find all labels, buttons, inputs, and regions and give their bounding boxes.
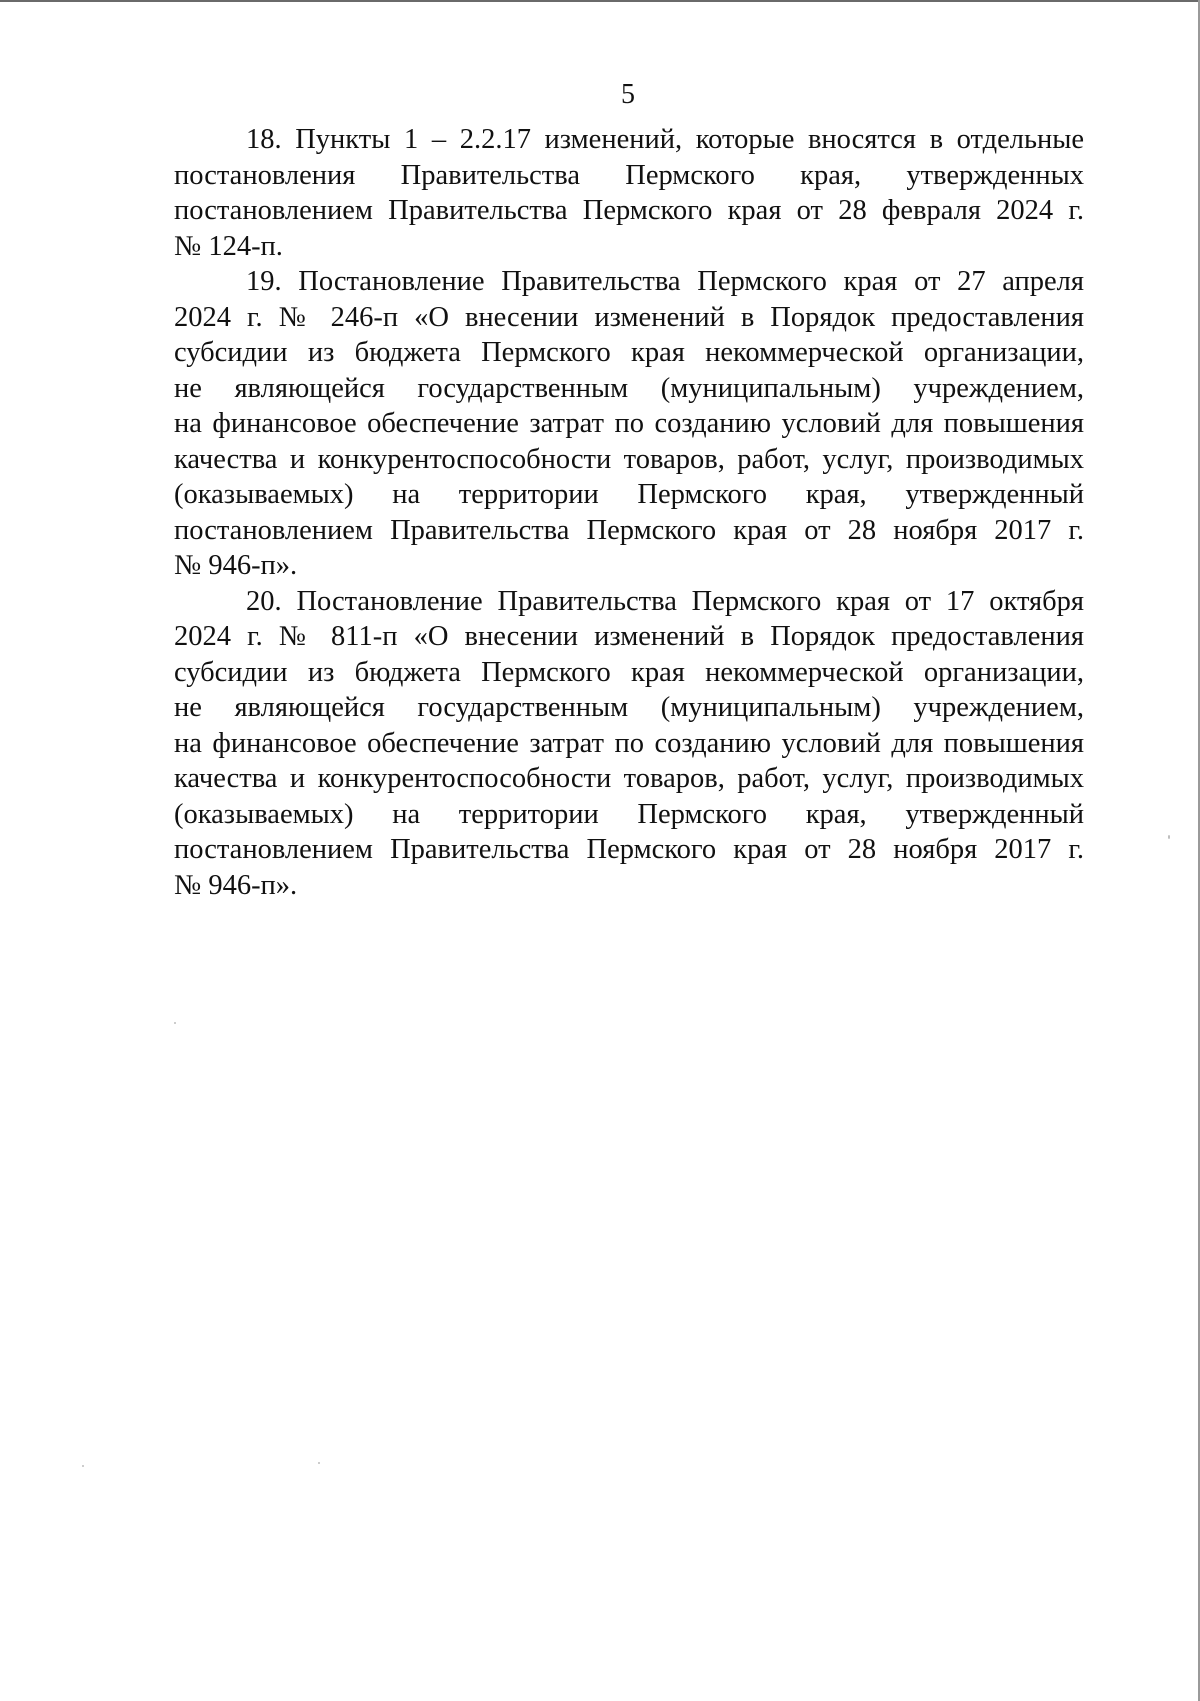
text-line: 2024 г. № 246-п «О внесении изменений в Порядок предоставления <box>174 301 1084 333</box>
text-line: № 124-п. <box>174 230 283 262</box>
text-line: не являющейся государственным (муниципальным) учреждением, <box>174 692 1084 723</box>
text-line: № 946-п». <box>174 550 298 581</box>
text-line: 19. Постановление Правительства Пермского края от 27 апреля <box>246 266 1084 297</box>
text-line: качества и конкурентоспособности товаров, работ, услуг, производимых <box>174 443 1084 475</box>
paragraph-18 <box>174 122 1084 264</box>
text-line: (оказываемых) на территории Пермского края, утвержденный <box>174 479 1084 510</box>
page-top-edge <box>0 0 1200 2</box>
scan-speck <box>1168 835 1170 839</box>
text-line: не являющейся государственным (муниципальным) учреждением, <box>174 372 1084 404</box>
text-line: субсидии из бюджета Пермского края некоммерческой организации, <box>174 337 1084 368</box>
text-line: № 946-п». <box>174 869 298 901</box>
scan-speck <box>318 1462 320 1464</box>
paragraph-20 <box>174 584 1084 904</box>
document-body <box>174 122 1084 903</box>
text-line: (оказываемых) на территории Пермского края, утвержденный <box>174 798 1084 830</box>
text-line: 20. Постановление Правительства Пермского края от 17 октября <box>246 585 1084 617</box>
paragraph-19 <box>174 264 1084 584</box>
text-line: постановлением Правительства Пермского края от 28 февраля 2024 г. <box>174 195 1084 226</box>
page-number: 5 <box>621 79 635 110</box>
text-line: качества и конкурентоспособности товаров, работ, услуг, производимых <box>174 763 1084 794</box>
text-line: на финансовое обеспечение затрат по созданию условий для повышения <box>174 727 1084 759</box>
scan-speck <box>174 1022 176 1024</box>
text-line: постановлением Правительства Пермского края от 28 ноября 2017 г. <box>174 514 1084 546</box>
scan-speck <box>82 1465 84 1467</box>
text-line: на финансовое обеспечение затрат по созданию условий для повышения <box>174 408 1084 439</box>
text-line: 18. Пункты 1 – 2.2.17 изменений, которые вносятся в отдельные <box>246 124 1084 155</box>
text-line: постановлением Правительства Пермского края от 28 ноября 2017 г. <box>174 834 1084 865</box>
text-line: постановления Правительства Пермского края, утвержденных <box>174 159 1084 191</box>
text-line: субсидии из бюджета Пермского края некоммерческой организации, <box>174 656 1084 688</box>
text-line: 2024 г. № 811-п «О внесении изменений в Порядок предоставления <box>174 621 1084 652</box>
